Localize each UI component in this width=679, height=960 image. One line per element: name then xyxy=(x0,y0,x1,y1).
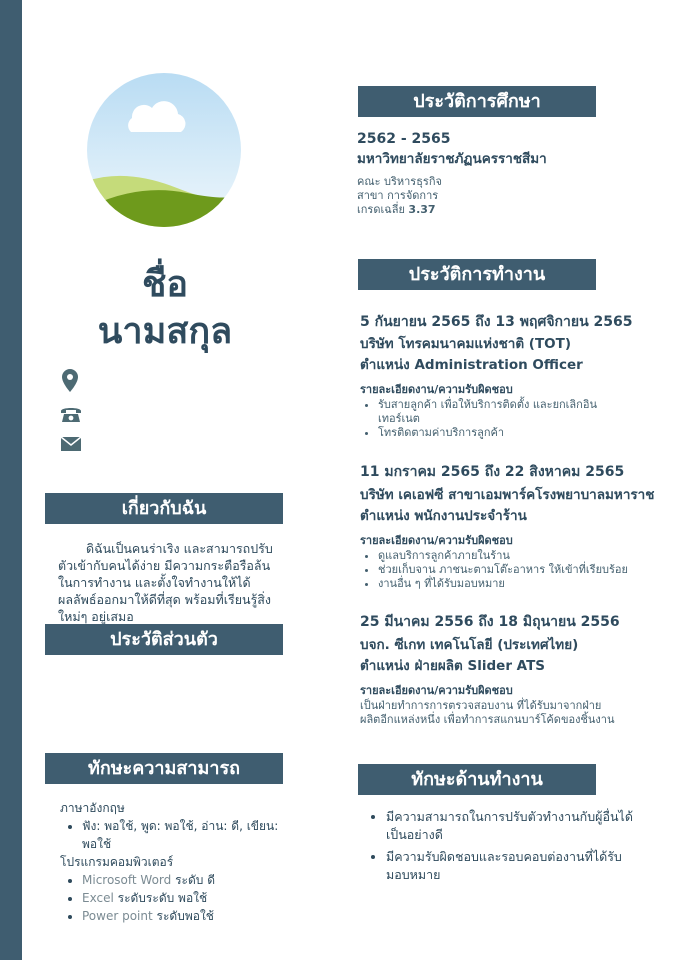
list-item: • ดูแลบริการลูกค้าภายในร้าน xyxy=(378,549,658,563)
about-header: เกี่ยวกับฉัน xyxy=(45,493,283,524)
job-company: บจก. ซีเกท เทคโนโลยี (ประเทศไทย) xyxy=(360,637,579,653)
job-company: บริษัท โทรคมนาคมแห่งชาติ (TOT) xyxy=(360,336,572,352)
job-detail-label: รายละเอียดงาน/ความรับผิดชอบ xyxy=(360,383,513,396)
list-item: • โทรติดตามค่าบริการลูกค้า xyxy=(378,426,608,440)
job-position: ตำแหน่ง พนักงานประจำร้าน xyxy=(360,508,527,524)
list-item: • งานอื่น ๆ ที่ได้รับมอบหมาย xyxy=(378,577,658,591)
work-header: ประวัติการทำงาน xyxy=(358,259,596,290)
job-entry-2 xyxy=(360,461,660,591)
education-years: 2562 - 2565 xyxy=(357,131,451,147)
about-text: ดิฉันเป็นคนร่าเริง และสามารถปรับตัวเข้ากับคนได้ง่าย มีความกระตือรือล้นในการทำงาน และตั้งใจทำงานให้ได้ผลลัพธ์ออกมาให้ดีที่สุด พร้อมที่เรียนรู้สิ่งใหม่ๆ อยู่เสมอ xyxy=(58,541,273,624)
profile-photo xyxy=(87,73,241,227)
list-item: • ช่วยเก็บจาน ภาชนะตามโต๊ะอาหาร ให้เข้าที่เรียบร้อย xyxy=(378,563,658,577)
job-detail-text: เป็นฝ่ายทำการการตรวจสอบงาน ที่ได้รับมาจากฝ่ายผลิตอีกแหล่งหนึ่ง เพื่อทำการสแกนบาร์โค้ดของชิ้นงาน xyxy=(360,699,615,726)
skills-header: ทักษะความสามารถ xyxy=(45,753,283,784)
list-item: • Microsoft Word ระดับ ดี xyxy=(82,871,310,889)
education-major: สาขา การจัดการ xyxy=(357,189,439,202)
list-item: • รับสายลูกค้า เพื่อให้บริการติดตั้ง และยกเลิกอินเทอร์เนต xyxy=(378,398,608,426)
telephone-icon xyxy=(60,405,82,427)
first-name: ชื่อ xyxy=(141,264,189,305)
list-item: • มีความรับผิดชอบและรอบคอบต่องานที่ได้รับมอบหมาย xyxy=(386,848,638,884)
job-detail-label: รายละเอียดงาน/ความรับผิดชอบ xyxy=(360,534,513,547)
education-school: มหาวิทยาลัยราชภัฏนครราชสีมา xyxy=(357,151,547,167)
job-period: 11 มกราคม 2565 ถึง 22 สิงหาคม 2565 xyxy=(360,464,625,480)
work-skills-header: ทักษะด้านทำงาน xyxy=(358,764,596,795)
education-faculty: คณะ บริหารธุรกิจ xyxy=(357,175,442,188)
list-item: • Excel ระดับระดับ พอใช้ xyxy=(82,889,310,907)
lang-title: ภาษาอังกฤษ xyxy=(60,801,125,815)
list-item: • Power point ระดับพอใช้ xyxy=(82,907,310,925)
job-detail-label: รายละเอียดงาน/ความรับผิดชอบ xyxy=(360,684,513,697)
personal-header: ประวัติส่วนตัว xyxy=(45,624,283,655)
job-entry-1 xyxy=(360,311,660,440)
education-block xyxy=(357,131,647,217)
skills-list xyxy=(60,799,310,925)
computer-title: โปรแกรมคอมพิวเตอร์ xyxy=(60,855,174,869)
job-period: 5 กันยายน 2565 ถึง 13 พฤศจิกายน 2565 xyxy=(360,314,633,330)
lang-item: • ฟัง: พอใช้, พูด: พอใช้, อ่าน: ดี, เขียน: พอใช้ xyxy=(82,817,310,853)
job-entry-3 xyxy=(360,611,660,727)
location-pin-icon xyxy=(60,369,82,391)
job-period: 25 มีนาคม 2556 ถึง 18 มิถุนายน 2556 xyxy=(360,614,620,630)
left-accent-bar xyxy=(0,0,22,960)
list-item: • มีความสามารถในการปรับตัวทำงานกับผู้อื่นได้เป็นอย่างดี xyxy=(386,808,638,844)
job-company: บริษัท เคเอฟซี สาขาเอมพาร์คโรงพยาบาลมหาราช xyxy=(360,487,655,503)
email-icon xyxy=(60,436,82,458)
job-position: ตำแหน่ง ฝ่ายผลิต Slider ATS xyxy=(360,658,546,674)
last-name: นามสกุล xyxy=(97,311,233,352)
education-header: ประวัติการศึกษา xyxy=(358,86,596,117)
work-skills-list xyxy=(368,808,638,888)
education-gpa: เกรดเฉลี่ย 3.37 xyxy=(357,203,436,216)
job-position: ตำแหน่ง Administration Officer xyxy=(360,357,583,373)
